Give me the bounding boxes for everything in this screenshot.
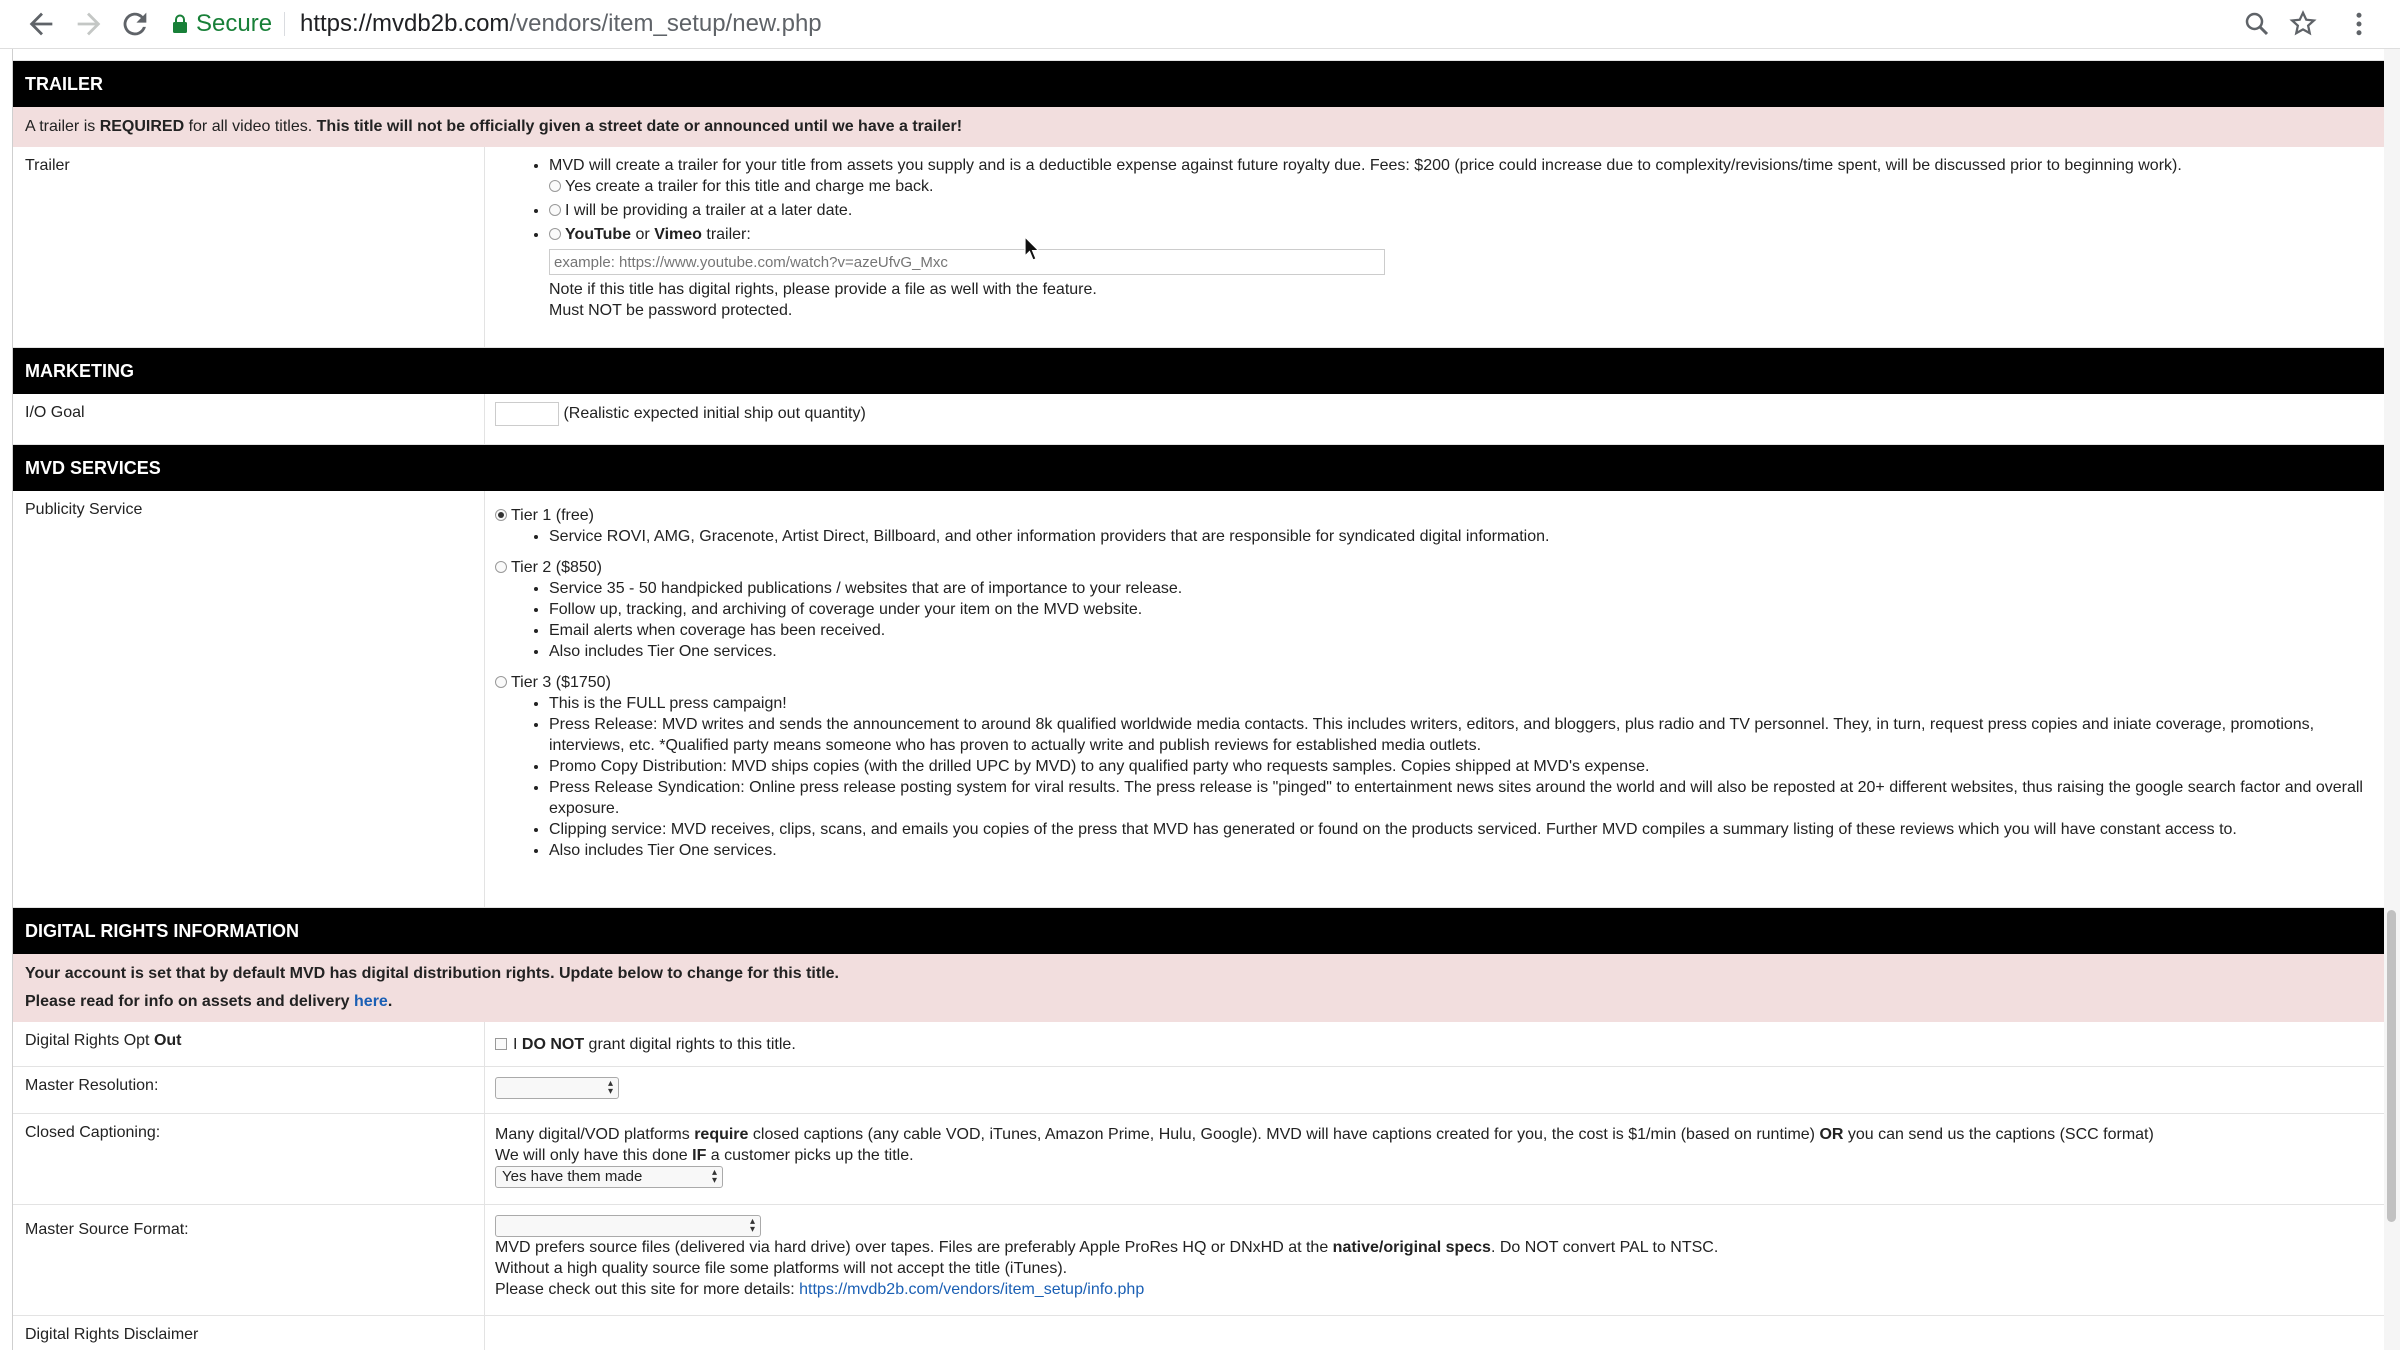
list-item bbox=[549, 200, 2377, 221]
url-path: /vendors/item_setup/new.php bbox=[509, 10, 822, 37]
menu-dots-icon[interactable] bbox=[2344, 9, 2374, 39]
trailer-url-input[interactable] bbox=[549, 249, 1385, 275]
back-arrow-icon[interactable] bbox=[24, 7, 58, 41]
list-item: • Follow up, tracking, and archiving of coverage under your item on the MVD website. bbox=[549, 599, 2377, 620]
trailer-label: Trailer bbox=[13, 147, 485, 347]
trailer-notice-prefix: A trailer is bbox=[25, 118, 100, 135]
radio-tier-2[interactable] bbox=[495, 561, 507, 573]
optout-content bbox=[485, 1022, 2387, 1066]
mvd-create-text: MVD will create a trailer for your title from assets you supply and is a deductible expense against future royalty due. Fees: $200 (price could increase due to complexity/revisions/time spent, will be discussed prior to beginning work). bbox=[549, 157, 2182, 174]
address-separator bbox=[284, 12, 285, 36]
radio-tier-3[interactable] bbox=[495, 676, 507, 688]
io-goal-content bbox=[485, 394, 2387, 444]
secure-indicator[interactable] bbox=[172, 10, 272, 38]
list-item: • This is the FULL press campaign! bbox=[549, 693, 2377, 714]
list-item: • Also includes Tier One services. bbox=[549, 840, 2377, 861]
cc-text2-if: IF bbox=[692, 1147, 707, 1164]
secure-label: Secure bbox=[196, 10, 273, 37]
io-goal-label: I/O Goal bbox=[13, 394, 485, 444]
list-item: • Email alerts when coverage has been received. bbox=[549, 620, 2377, 641]
note-password: Must NOT be password protected. bbox=[549, 302, 793, 319]
trailer-suffix-label: trailer: bbox=[701, 226, 751, 243]
publicity-label: Publicity Service bbox=[13, 491, 485, 907]
zoom-icon[interactable] bbox=[2242, 9, 2272, 39]
page-scrollbar[interactable] bbox=[2384, 48, 2400, 1350]
publicity-tiers bbox=[485, 491, 2387, 907]
cc-text2-a: We will only have this done bbox=[495, 1147, 693, 1164]
option-charge-label: Yes create a trailer for this title and charge me back. bbox=[565, 178, 934, 195]
optout-text-prefix: I bbox=[513, 1036, 522, 1053]
digital-notice-suffix: . bbox=[387, 993, 393, 1010]
info-link[interactable]: https://mvdb2b.com/vendors/item_setup/info.php bbox=[799, 1281, 1145, 1298]
list-item: • Press Release: MVD writes and sends the announcement to around 8k qualified worldwide media contacts. This includes writers, editors, and bloggers, plus radio and TV personnel. They, in turn, request press copies and iniate coverage, promotions, interviews, etc. *Qualified party means someone who has proven to actually write and publish reviews for established media outlets. bbox=[549, 714, 2377, 756]
optout-text-suffix: grant digital rights to this title. bbox=[584, 1036, 796, 1053]
cc-text-c: you can send us the captions (SCC format) bbox=[1843, 1126, 2154, 1143]
msf-row bbox=[13, 1205, 2387, 1316]
trailer-notice-middle: for all video titles. bbox=[184, 118, 317, 135]
star-icon[interactable] bbox=[2288, 9, 2318, 39]
url-host: https://mvdb2b.com bbox=[300, 10, 510, 37]
disclaimer-content bbox=[485, 1316, 2387, 1350]
cc-row bbox=[13, 1114, 2387, 1205]
msf-select[interactable] bbox=[495, 1215, 761, 1237]
vimeo-label: Vimeo bbox=[654, 226, 702, 243]
msf-text-bold: native/original specs bbox=[1332, 1239, 1491, 1256]
master-res-content bbox=[485, 1067, 2387, 1113]
select-arrows-icon: ▴ ▾ bbox=[607, 1078, 613, 1097]
list-item: • Clipping service: MVD receives, clips, scans, and emails you copies of the press that MVD has generated or found on the products serviced. Further MVD compiles a summary listing of these reviews which you will have constant access to. bbox=[549, 819, 2377, 840]
top-strip bbox=[13, 48, 2387, 61]
msf-text-a: MVD prefers source files (delivered via hard drive) over tapes. Files are preferably Apple ProRes HQ or DNxHD at the bbox=[495, 1239, 1333, 1256]
optout-label-bold: Out bbox=[153, 1032, 182, 1049]
msf-text3: Please check out this site for more details: bbox=[495, 1281, 800, 1298]
youtube-label: YouTube bbox=[565, 226, 632, 243]
digital-notice bbox=[13, 954, 2387, 1022]
disclaimer-row bbox=[13, 1316, 2387, 1350]
here-link[interactable]: here bbox=[354, 993, 388, 1010]
optout-text-bold: DO NOT bbox=[521, 1036, 585, 1053]
marketing-heading: MARKETING bbox=[13, 348, 2387, 394]
digital-heading: DIGITAL RIGHTS INFORMATION bbox=[13, 908, 2387, 954]
trailer-heading: TRAILER bbox=[13, 61, 2387, 107]
list-item bbox=[549, 155, 2377, 197]
master-res-select[interactable] bbox=[495, 1077, 619, 1099]
publicity-row bbox=[13, 491, 2387, 908]
msf-label: Master Source Format: bbox=[13, 1205, 485, 1315]
cc-select[interactable] bbox=[495, 1166, 723, 1188]
cc-text2-b: a customer picks up the title. bbox=[706, 1147, 914, 1164]
radio-tier-1[interactable] bbox=[495, 509, 507, 521]
radio-charge-back[interactable] bbox=[549, 180, 561, 192]
cc-text-require: require bbox=[694, 1126, 749, 1143]
master-res-row bbox=[13, 1067, 2387, 1114]
optout-checkbox[interactable] bbox=[495, 1038, 507, 1050]
reload-icon[interactable] bbox=[118, 7, 152, 41]
scrollbar-thumb[interactable] bbox=[2387, 910, 2396, 1222]
trailer-notice-required: REQUIRED bbox=[99, 118, 185, 135]
tier-2 bbox=[495, 557, 2377, 662]
tier-1 bbox=[495, 505, 2377, 547]
lock-icon bbox=[172, 14, 188, 34]
cc-content bbox=[485, 1114, 2387, 1204]
msf-text-b: . Do NOT convert PAL to NTSC. bbox=[1490, 1239, 1719, 1256]
list-item bbox=[549, 224, 2377, 321]
cc-text-a: Many digital/VOD platforms bbox=[495, 1126, 695, 1143]
io-goal-row bbox=[13, 394, 2387, 445]
list-item: • Also includes Tier One services. bbox=[549, 641, 2377, 662]
browser-toolbar bbox=[0, 0, 2400, 49]
cc-text-or: OR bbox=[1819, 1126, 1844, 1143]
trailer-notice bbox=[13, 107, 2387, 147]
msf-text2: Without a high quality source file some platforms will not accept the title (iTunes). bbox=[495, 1260, 1068, 1277]
tier-2-title: Tier 2 ($850) bbox=[511, 559, 602, 576]
list-item: • Press Release Syndication: Online press release posting system for viral results. The press release is "pinged" to entertainment news sites around the world and will also be reposted at 20+ different websites, thus raising the google search factor and overall exposure. bbox=[549, 777, 2377, 819]
disclaimer-label: Digital Rights Disclaimer bbox=[13, 1316, 485, 1350]
io-goal-hint: (Realistic expected initial ship out quantity) bbox=[563, 405, 866, 423]
address-bar[interactable] bbox=[300, 10, 822, 38]
trailer-options bbox=[485, 147, 2387, 347]
tier-1-title: Tier 1 (free) bbox=[511, 507, 594, 524]
tier-3-title: Tier 3 ($1750) bbox=[511, 674, 611, 691]
io-goal-input[interactable] bbox=[495, 402, 559, 426]
trailer-notice-bold: This title will not be officially given a street date or announced until we have a trailer! bbox=[316, 118, 963, 135]
cc-select-value: Yes have them made bbox=[502, 1168, 643, 1185]
optout-label bbox=[13, 1022, 485, 1066]
digital-notice-line1: Your account is set that by default MVD has digital distribution rights. Update below to change for this title. bbox=[25, 965, 839, 982]
radio-youtube[interactable] bbox=[549, 228, 561, 240]
optout-label-prefix: Digital Rights Opt bbox=[25, 1032, 154, 1049]
or-label: or bbox=[631, 226, 655, 243]
cc-text-b: closed captions (any cable VOD, iTunes, Amazon Prime, Hulu, Google). MVD will have captions created for you, the cost is $1/min (based on runtime) bbox=[748, 1126, 1820, 1143]
option-later-label: I will be providing a trailer at a later date. bbox=[565, 202, 853, 219]
select-arrows-icon: ▴ ▾ bbox=[749, 1216, 755, 1235]
services-heading: MVD SERVICES bbox=[13, 445, 2387, 491]
page-content bbox=[12, 48, 2387, 1350]
digital-notice-line2: Please read for info on assets and delivery bbox=[25, 993, 355, 1010]
list-item: • Service 35 - 50 handpicked publications / websites that are of importance to your release. bbox=[549, 578, 2377, 599]
optout-row bbox=[13, 1022, 2387, 1067]
msf-content bbox=[485, 1205, 2387, 1315]
tier-3 bbox=[495, 672, 2377, 861]
mouse-cursor-icon bbox=[1024, 236, 1040, 262]
trailer-row bbox=[13, 147, 2387, 348]
forward-arrow-icon[interactable] bbox=[72, 7, 106, 41]
radio-later[interactable] bbox=[549, 204, 561, 216]
select-arrows-icon: ▴ ▾ bbox=[711, 1167, 717, 1186]
list-item: • Service ROVI, AMG, Gracenote, Artist Direct, Billboard, and other information providers that are responsible for syndicated digital information. bbox=[549, 526, 2377, 547]
list-item: • Promo Copy Distribution: MVD ships copies (with the drilled UPC by MVD) to any qualified party who requests samples. Copies shipped at MVD's expense. bbox=[549, 756, 2377, 777]
cc-label: Closed Captioning: bbox=[13, 1114, 485, 1204]
note-digital: Note if this title has digital rights, please provide a file as well with the feature. bbox=[549, 281, 1097, 298]
master-res-label: Master Resolution: bbox=[13, 1067, 485, 1113]
